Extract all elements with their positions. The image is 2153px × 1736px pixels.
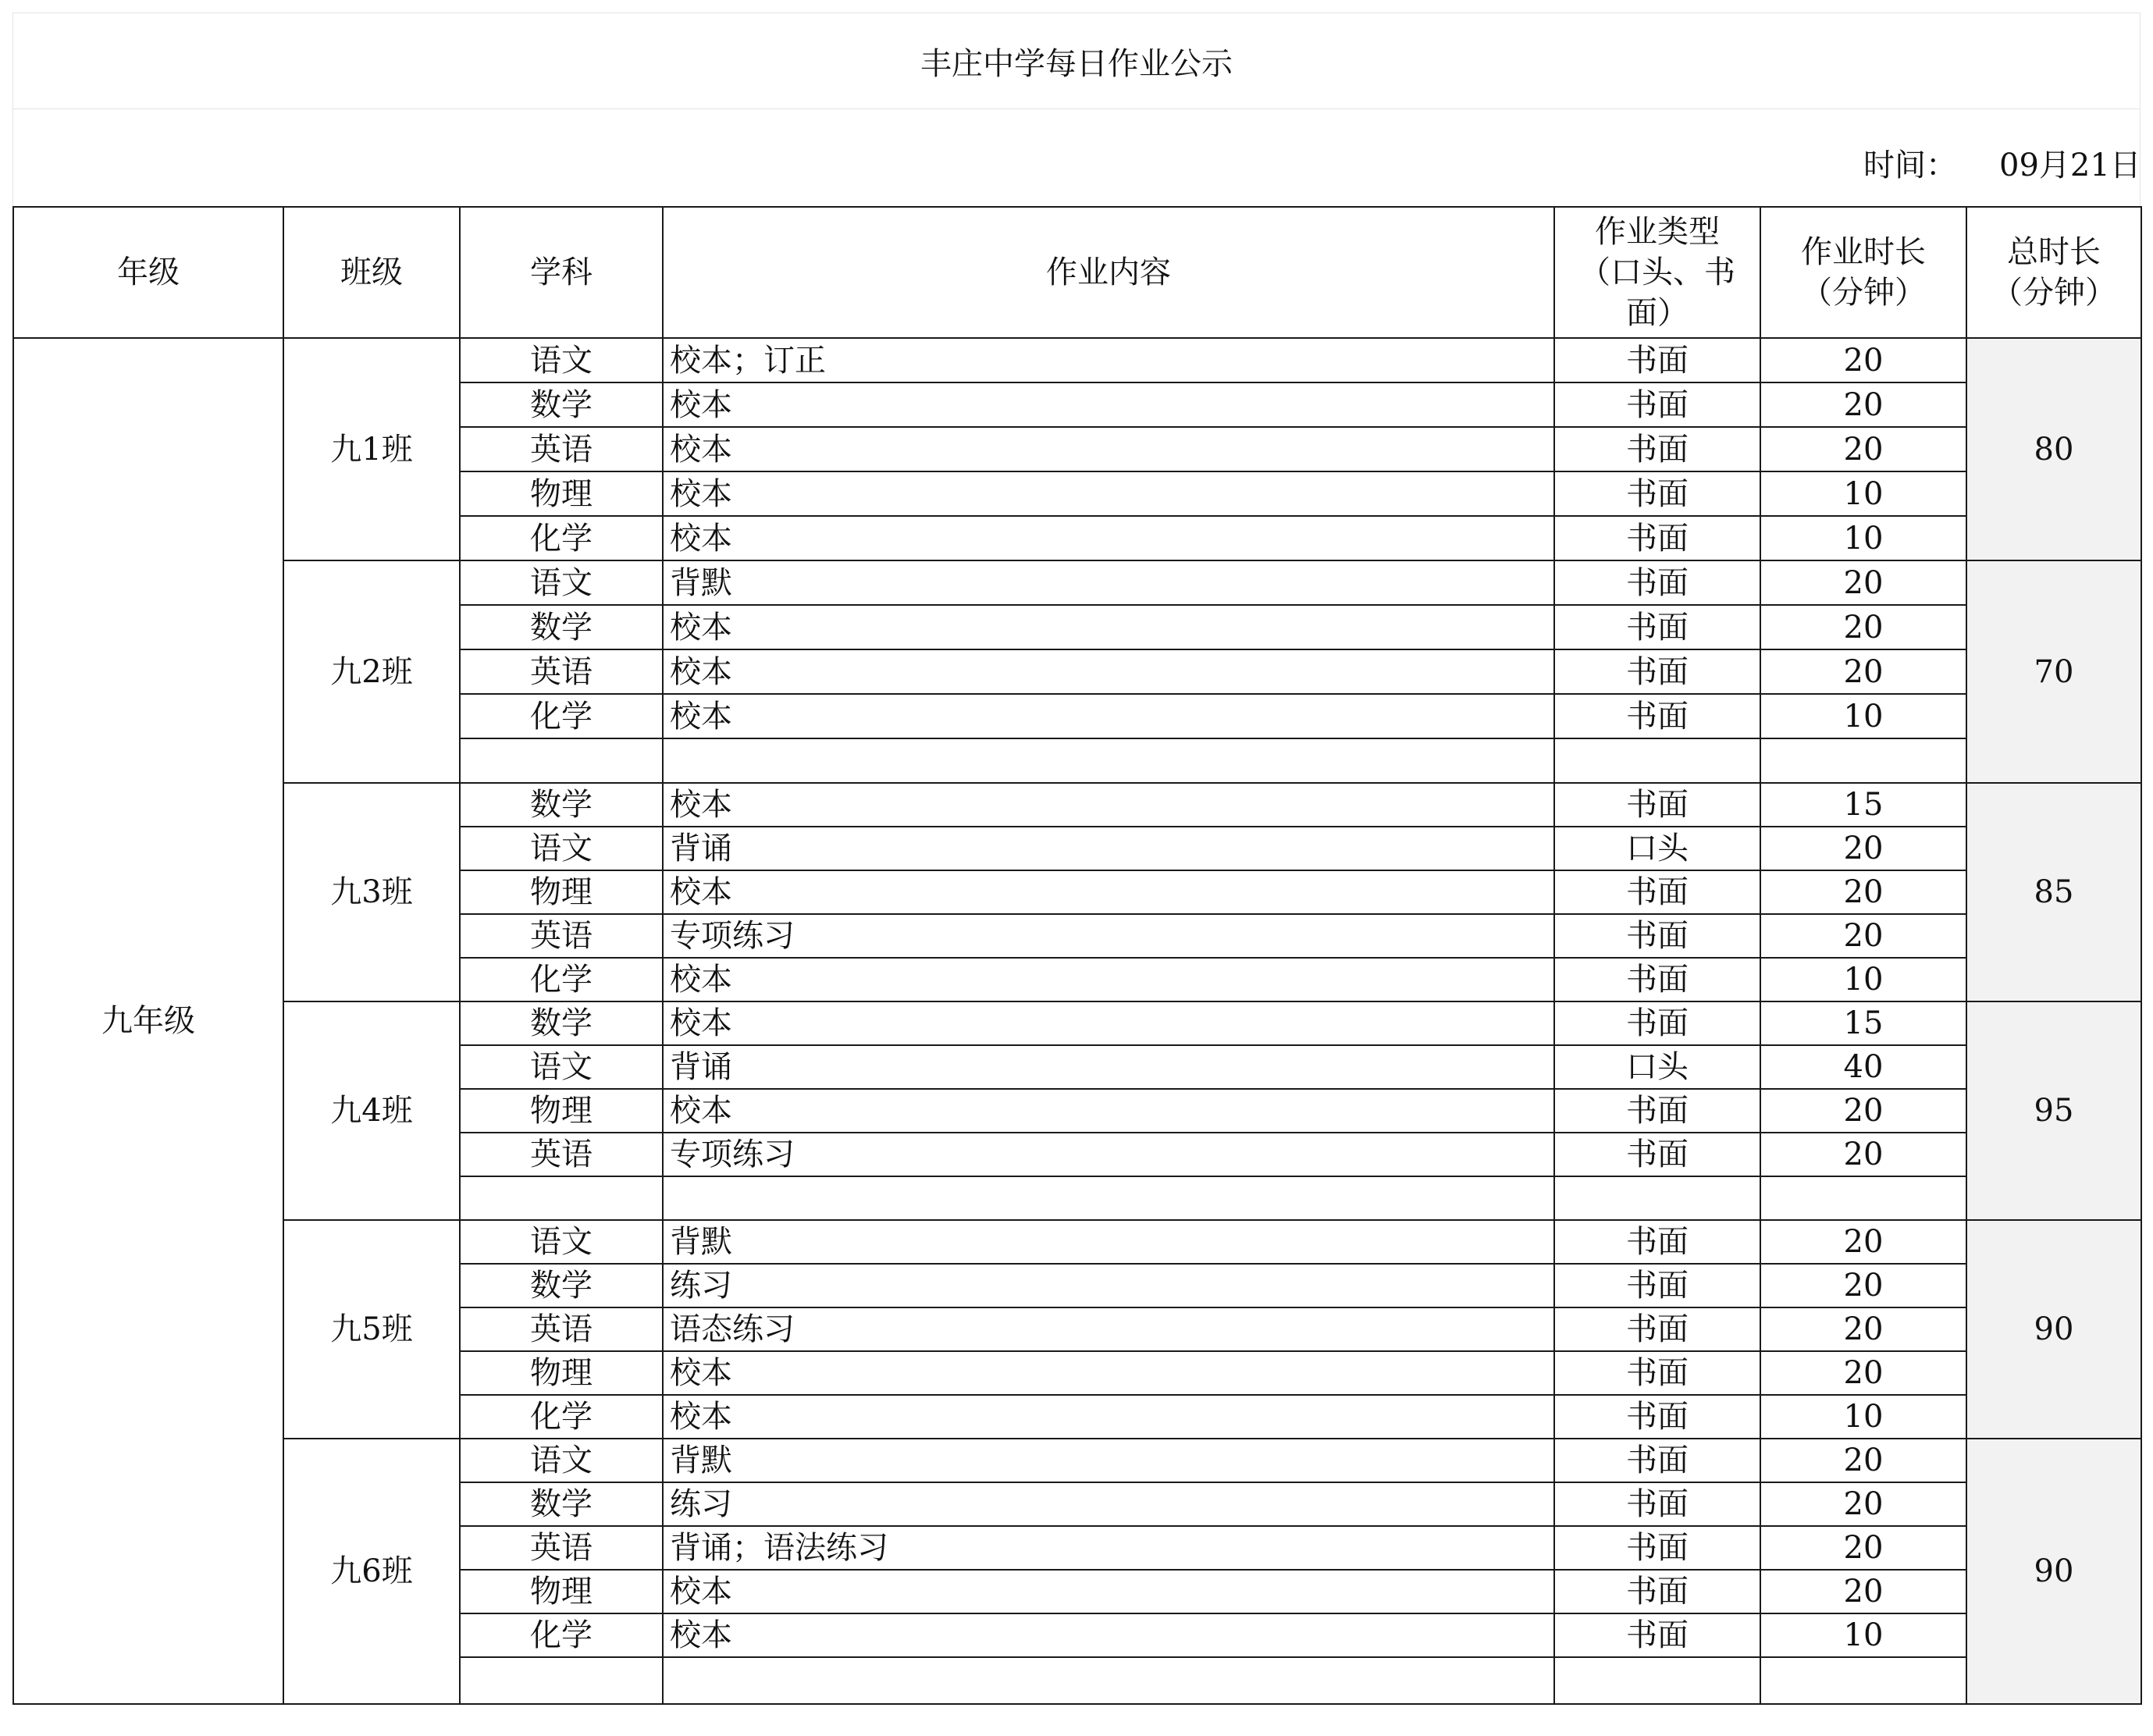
date-value: 09月21日 xyxy=(1999,148,2141,183)
minutes-cell: 20 xyxy=(1760,560,1966,605)
subject-cell: 英语 xyxy=(460,1133,663,1176)
content-cell: 专项练习 xyxy=(663,914,1554,958)
subject-cell: 物理 xyxy=(460,1570,663,1613)
class-cell: 九4班 xyxy=(283,1001,460,1220)
content-cell: 背默 xyxy=(663,1439,1554,1482)
content-cell: 校本 xyxy=(663,870,1554,914)
minutes-cell: 10 xyxy=(1760,1613,1966,1657)
type-cell: 书面 xyxy=(1554,1133,1760,1176)
minutes-cell: 20 xyxy=(1760,382,1966,427)
content-cell: 语态练习 xyxy=(663,1307,1554,1351)
minutes-cell: 20 xyxy=(1760,1089,1966,1133)
content-cell: 校本 xyxy=(663,694,1554,738)
type-cell: 书面 xyxy=(1554,1482,1760,1526)
class-cell: 九1班 xyxy=(283,338,460,560)
content-cell: 校本 xyxy=(663,516,1554,560)
content-cell: 校本 xyxy=(663,649,1554,694)
table-row xyxy=(13,783,2141,827)
minutes-cell: 20 xyxy=(1760,338,1966,382)
type-cell: 书面 xyxy=(1554,1307,1760,1351)
minutes-cell: 20 xyxy=(1760,1307,1966,1351)
type-cell: 书面 xyxy=(1554,1351,1760,1395)
type-cell: 书面 xyxy=(1554,605,1760,649)
content-cell: 背诵 xyxy=(663,1045,1554,1089)
header-total xyxy=(1966,207,2141,338)
total-cell: 90 xyxy=(1966,1220,2141,1439)
minutes-cell xyxy=(1760,1176,1966,1220)
minutes-cell: 20 xyxy=(1760,1264,1966,1307)
subject-cell: 数学 xyxy=(460,1482,663,1526)
subject-cell xyxy=(460,1657,663,1704)
date-band xyxy=(12,109,2141,206)
header-type-line: （口头、书 xyxy=(1579,254,1735,290)
homework-table xyxy=(12,206,2142,1705)
minutes-cell: 20 xyxy=(1760,870,1966,914)
subject-cell: 英语 xyxy=(460,1526,663,1570)
subject-cell: 语文 xyxy=(460,338,663,382)
minutes-cell: 15 xyxy=(1760,1001,1966,1045)
content-cell: 校本 xyxy=(663,958,1554,1001)
header-type-line: 面） xyxy=(1626,295,1689,331)
header-total-line: 总时长 xyxy=(2007,234,2101,270)
header-type-line: 作业类型 xyxy=(1595,214,1720,250)
type-cell: 书面 xyxy=(1554,783,1760,827)
minutes-cell: 40 xyxy=(1760,1045,1966,1089)
header-row xyxy=(13,207,2141,338)
minutes-cell: 20 xyxy=(1760,427,1966,471)
total-cell: 90 xyxy=(1966,1439,2141,1704)
minutes-cell: 10 xyxy=(1760,958,1966,1001)
type-cell: 书面 xyxy=(1554,1439,1760,1482)
type-cell: 书面 xyxy=(1554,1089,1760,1133)
subject-cell: 化学 xyxy=(460,1395,663,1439)
table-row xyxy=(13,1220,2141,1264)
type-cell: 书面 xyxy=(1554,649,1760,694)
grade-cell: 九年级 xyxy=(13,338,283,1704)
header-grade: 年级 xyxy=(13,207,283,338)
type-cell: 书面 xyxy=(1554,1264,1760,1307)
type-cell: 书面 xyxy=(1554,1570,1760,1613)
type-cell: 书面 xyxy=(1554,338,1760,382)
subject-cell: 化学 xyxy=(460,694,663,738)
header-duration-line: （分钟） xyxy=(1801,275,1926,311)
type-cell: 书面 xyxy=(1554,1220,1760,1264)
content-cell: 专项练习 xyxy=(663,1133,1554,1176)
class-cell: 九3班 xyxy=(283,783,460,1001)
subject-cell xyxy=(460,738,663,783)
content-cell: 背默 xyxy=(663,560,1554,605)
subject-cell: 语文 xyxy=(460,827,663,870)
minutes-cell: 20 xyxy=(1760,1526,1966,1570)
subject-cell: 物理 xyxy=(460,471,663,516)
content-cell: 校本 xyxy=(663,783,1554,827)
content-cell: 校本 xyxy=(663,1570,1554,1613)
content-cell: 背默 xyxy=(663,1220,1554,1264)
header-class: 班级 xyxy=(283,207,460,338)
type-cell: 口头 xyxy=(1554,1045,1760,1089)
subject-cell: 语文 xyxy=(460,1220,663,1264)
minutes-cell: 20 xyxy=(1760,1351,1966,1395)
minutes-cell: 10 xyxy=(1760,1395,1966,1439)
type-cell: 书面 xyxy=(1554,1001,1760,1045)
subject-cell: 数学 xyxy=(460,605,663,649)
table-row xyxy=(13,1001,2141,1045)
type-cell xyxy=(1554,1176,1760,1220)
minutes-cell: 20 xyxy=(1760,827,1966,870)
minutes-cell: 10 xyxy=(1760,471,1966,516)
subject-cell: 英语 xyxy=(460,914,663,958)
subject-cell: 数学 xyxy=(460,382,663,427)
subject-cell xyxy=(460,1176,663,1220)
subject-cell: 英语 xyxy=(460,427,663,471)
minutes-cell: 20 xyxy=(1760,1220,1966,1264)
type-cell xyxy=(1554,1657,1760,1704)
header-subject: 学科 xyxy=(460,207,663,338)
content-cell: 校本 xyxy=(663,605,1554,649)
content-cell: 练习 xyxy=(663,1482,1554,1526)
class-cell: 九6班 xyxy=(283,1439,460,1704)
subject-cell: 数学 xyxy=(460,783,663,827)
table-row xyxy=(13,1439,2141,1482)
subject-cell: 语文 xyxy=(460,1439,663,1482)
subject-cell: 英语 xyxy=(460,1307,663,1351)
content-cell: 校本；订正 xyxy=(663,338,1554,382)
subject-cell: 语文 xyxy=(460,1045,663,1089)
minutes-cell: 20 xyxy=(1760,605,1966,649)
class-cell: 九5班 xyxy=(283,1220,460,1439)
content-cell: 校本 xyxy=(663,1351,1554,1395)
type-cell: 书面 xyxy=(1554,382,1760,427)
type-cell: 书面 xyxy=(1554,560,1760,605)
header-total-line: （分钟） xyxy=(1991,275,2116,311)
header-duration-line: 作业时长 xyxy=(1801,234,1926,270)
minutes-cell: 20 xyxy=(1760,1439,1966,1482)
header-type xyxy=(1554,207,1760,338)
subject-cell: 数学 xyxy=(460,1001,663,1045)
type-cell: 书面 xyxy=(1554,471,1760,516)
table-row xyxy=(13,560,2141,605)
subject-cell: 物理 xyxy=(460,1089,663,1133)
minutes-cell: 20 xyxy=(1760,1570,1966,1613)
type-cell: 书面 xyxy=(1554,1526,1760,1570)
type-cell: 书面 xyxy=(1554,870,1760,914)
header-content: 作业内容 xyxy=(663,207,1554,338)
minutes-cell: 20 xyxy=(1760,914,1966,958)
minutes-cell: 20 xyxy=(1760,1133,1966,1176)
minutes-cell: 10 xyxy=(1760,516,1966,560)
type-cell xyxy=(1554,738,1760,783)
type-cell: 书面 xyxy=(1554,516,1760,560)
subject-cell: 数学 xyxy=(460,1264,663,1307)
minutes-cell: 20 xyxy=(1760,649,1966,694)
date-label: 时间： xyxy=(1863,148,1957,183)
content-cell: 背诵；语法练习 xyxy=(663,1526,1554,1570)
content-cell: 练习 xyxy=(663,1264,1554,1307)
minutes-cell: 15 xyxy=(1760,783,1966,827)
header-duration xyxy=(1760,207,1966,338)
minutes-cell xyxy=(1760,738,1966,783)
type-cell: 口头 xyxy=(1554,827,1760,870)
table-body xyxy=(13,338,2141,1704)
subject-cell: 化学 xyxy=(460,958,663,1001)
total-cell: 95 xyxy=(1966,1001,2141,1220)
class-cell: 九2班 xyxy=(283,560,460,783)
type-cell: 书面 xyxy=(1554,694,1760,738)
subject-cell: 化学 xyxy=(460,1613,663,1657)
content-cell: 校本 xyxy=(663,1395,1554,1439)
type-cell: 书面 xyxy=(1554,958,1760,1001)
subject-cell: 物理 xyxy=(460,1351,663,1395)
content-cell: 校本 xyxy=(663,1001,1554,1045)
content-cell xyxy=(663,738,1554,783)
subject-cell: 语文 xyxy=(460,560,663,605)
subject-cell: 英语 xyxy=(460,649,663,694)
subject-cell: 物理 xyxy=(460,870,663,914)
type-cell: 书面 xyxy=(1554,914,1760,958)
content-cell: 校本 xyxy=(663,1089,1554,1133)
content-cell: 校本 xyxy=(663,382,1554,427)
type-cell: 书面 xyxy=(1554,1395,1760,1439)
total-cell: 70 xyxy=(1966,560,2141,783)
content-cell xyxy=(663,1657,1554,1704)
table-row xyxy=(13,338,2141,382)
content-cell: 校本 xyxy=(663,471,1554,516)
content-cell: 背诵 xyxy=(663,827,1554,870)
content-cell: 校本 xyxy=(663,1613,1554,1657)
subject-cell: 化学 xyxy=(460,516,663,560)
page-title: 丰庄中学每日作业公示 xyxy=(12,12,2141,109)
total-cell: 85 xyxy=(1966,783,2141,1001)
minutes-cell: 10 xyxy=(1760,694,1966,738)
content-cell: 校本 xyxy=(663,427,1554,471)
minutes-cell: 20 xyxy=(1760,1482,1966,1526)
content-cell xyxy=(663,1176,1554,1220)
total-cell: 80 xyxy=(1966,338,2141,560)
minutes-cell xyxy=(1760,1657,1966,1704)
type-cell: 书面 xyxy=(1554,1613,1760,1657)
type-cell: 书面 xyxy=(1554,427,1760,471)
